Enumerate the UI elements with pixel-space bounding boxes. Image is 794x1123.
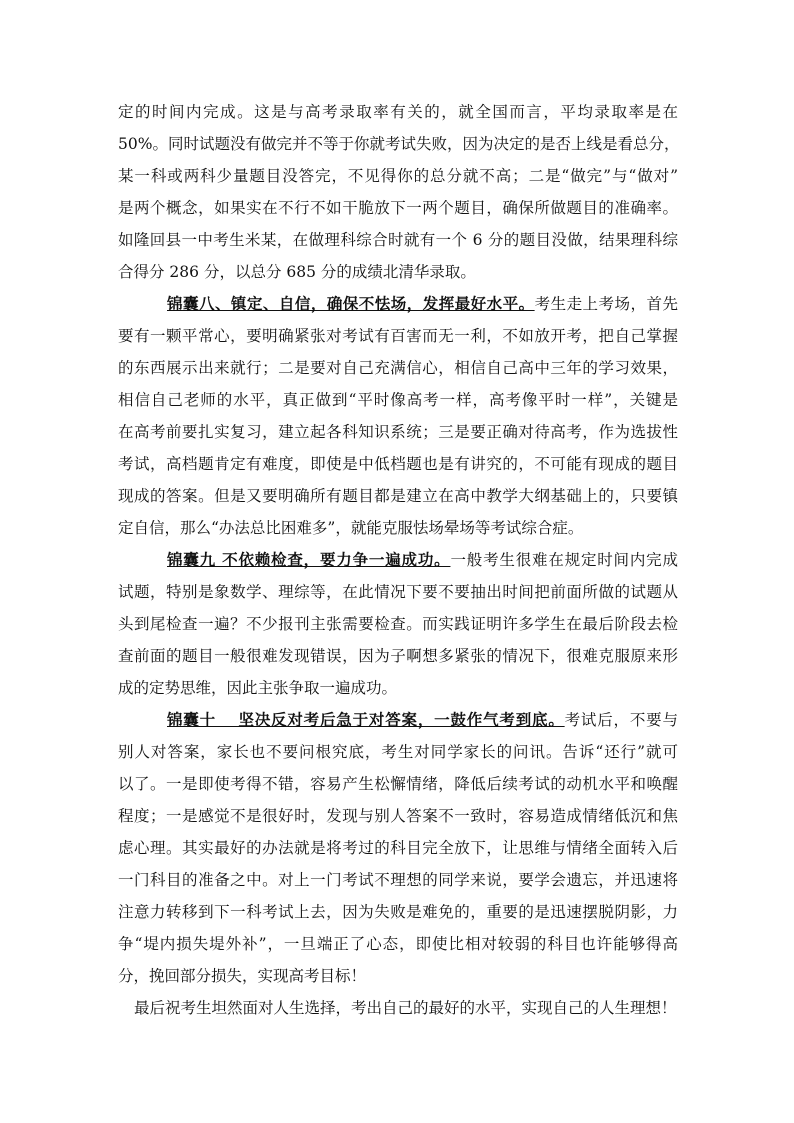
paragraph-line: 定的时间内完成。这是与高考录取率有关的，就全国而言，平均录取率是在 bbox=[118, 103, 678, 121]
tip-10-heading: 锦囊十 坚决反对考后急于对答案，一鼓作气考到底。 bbox=[167, 710, 565, 729]
paragraph-first-line bbox=[167, 550, 678, 570]
closing-sentence: 最后祝考生坦然面对人生选择，考出自己的最好的水平，实现自己的人生理想！ bbox=[134, 999, 677, 1017]
paragraph-text: 一般考生很难在规定时间内完成 bbox=[450, 551, 678, 569]
paragraph-line: 某一科或两科少量题目没答完，不见得你的总分就不高；二是“做完”与“做对” bbox=[118, 167, 678, 185]
paragraph-line: 试题，特别是象数学、理综等，在此情况下要不要抽出时间把前面所做的试题从 bbox=[118, 583, 678, 601]
paragraph-line: 定自信，那么“办法总比困难多”，就能克服怯场晕场等考试综合症。 bbox=[118, 519, 584, 537]
paragraph-first-line bbox=[167, 710, 678, 730]
paragraph-line: 别人对答案，家长也不要问根究底，考生对同学家长的问讯。告诉“还行”就可 bbox=[118, 743, 678, 761]
paragraph-text: 考生走上考场，首先 bbox=[534, 295, 678, 313]
paragraph-line: 50%。同时试题没有做完并不等于你就考试失败，因为决定的是否上线是看总分， bbox=[118, 135, 680, 153]
paragraph-line: 争“堤内损失堤外补”，一旦端正了心态，即使比相对较弱的科目也许能够得高 bbox=[118, 935, 678, 953]
paragraph-line: 一门科目的准备之中。对上一门考试不理想的同学来说，要学会遗忘，并迅速将 bbox=[118, 871, 678, 889]
tip-9-heading: 锦囊九 不依赖检查，要力争一遍成功。 bbox=[167, 550, 451, 569]
paragraph-line: 的东西展示出来就行；二是要对自己充满信心，相信自己高中三年的学习效果， bbox=[118, 359, 678, 377]
paragraph-line: 是两个概念，如果实在不行不如干脆放下一两个题目，确保所做题目的准确率。 bbox=[118, 199, 678, 217]
paragraph-line: 以了。一是即使考得不错，容易产生松懈情绪，降低后续考试的动机水平和唤醒 bbox=[118, 775, 678, 793]
paragraph-line: 注意力转移到下一科考试上去，因为失败是难免的，重要的是迅速摆脱阴影，力 bbox=[118, 903, 678, 921]
paragraph-line: 考试，高档题肯定有难度，即使是中低档题也是有讲究的，不可能有现成的题目 bbox=[118, 455, 678, 473]
paragraph-line: 要有一颗平常心，要明确紧张对考试有百害而无一利，不如放开考，把自己掌握 bbox=[118, 327, 678, 345]
paragraph-line: 相信自己老师的水平，真正做到“平时像高考一样，高考像平时一样”，关键是 bbox=[118, 391, 678, 409]
paragraph-line: 查前面的题目一般很难发现错误，因为子啊想多紧张的情况下，很难克服原来形 bbox=[118, 647, 678, 665]
paragraph-line: 程度；一是感觉不是很好时，发现与别人答案不一致时，容易造成情绪低沉和焦 bbox=[118, 807, 678, 825]
paragraph-line: 合得分 286 分，以总分 685 分的成绩北清华录取。 bbox=[118, 263, 476, 281]
tip-8-heading: 锦囊八、镇定、自信，确保不怯场，发挥最好水平。 bbox=[167, 294, 535, 313]
paragraph-line: 现成的答案。但是又要明确所有题目都是建立在高中教学大纲基础上的，只要镇 bbox=[118, 487, 678, 505]
paragraph-line: 如隆回县一中考生米某，在做理科综合时就有一个 6 分的题目没做，结果理科综 bbox=[118, 231, 678, 249]
paragraph-line: 虑心理。其实最好的办法就是将考过的科目完全放下，让思维与情绪全面转入后 bbox=[118, 839, 678, 857]
paragraph-line: 在高考前要扎实复习，建立起各科知识系统；三是要正确对待高考，作为选拔性 bbox=[118, 423, 678, 441]
paragraph-line: 分，挽回部分损失，实现高考目标！ bbox=[118, 967, 367, 985]
paragraph-line: 成的定势思维，因此主张争取一遍成功。 bbox=[118, 679, 398, 697]
paragraph-text: 考试后，不要与 bbox=[564, 711, 678, 729]
paragraph-line: 头到尾检查一遍？不少报刊主张需要检查。而实践证明许多学生在最后阶段去检 bbox=[118, 615, 678, 633]
paragraph-first-line bbox=[167, 294, 678, 314]
